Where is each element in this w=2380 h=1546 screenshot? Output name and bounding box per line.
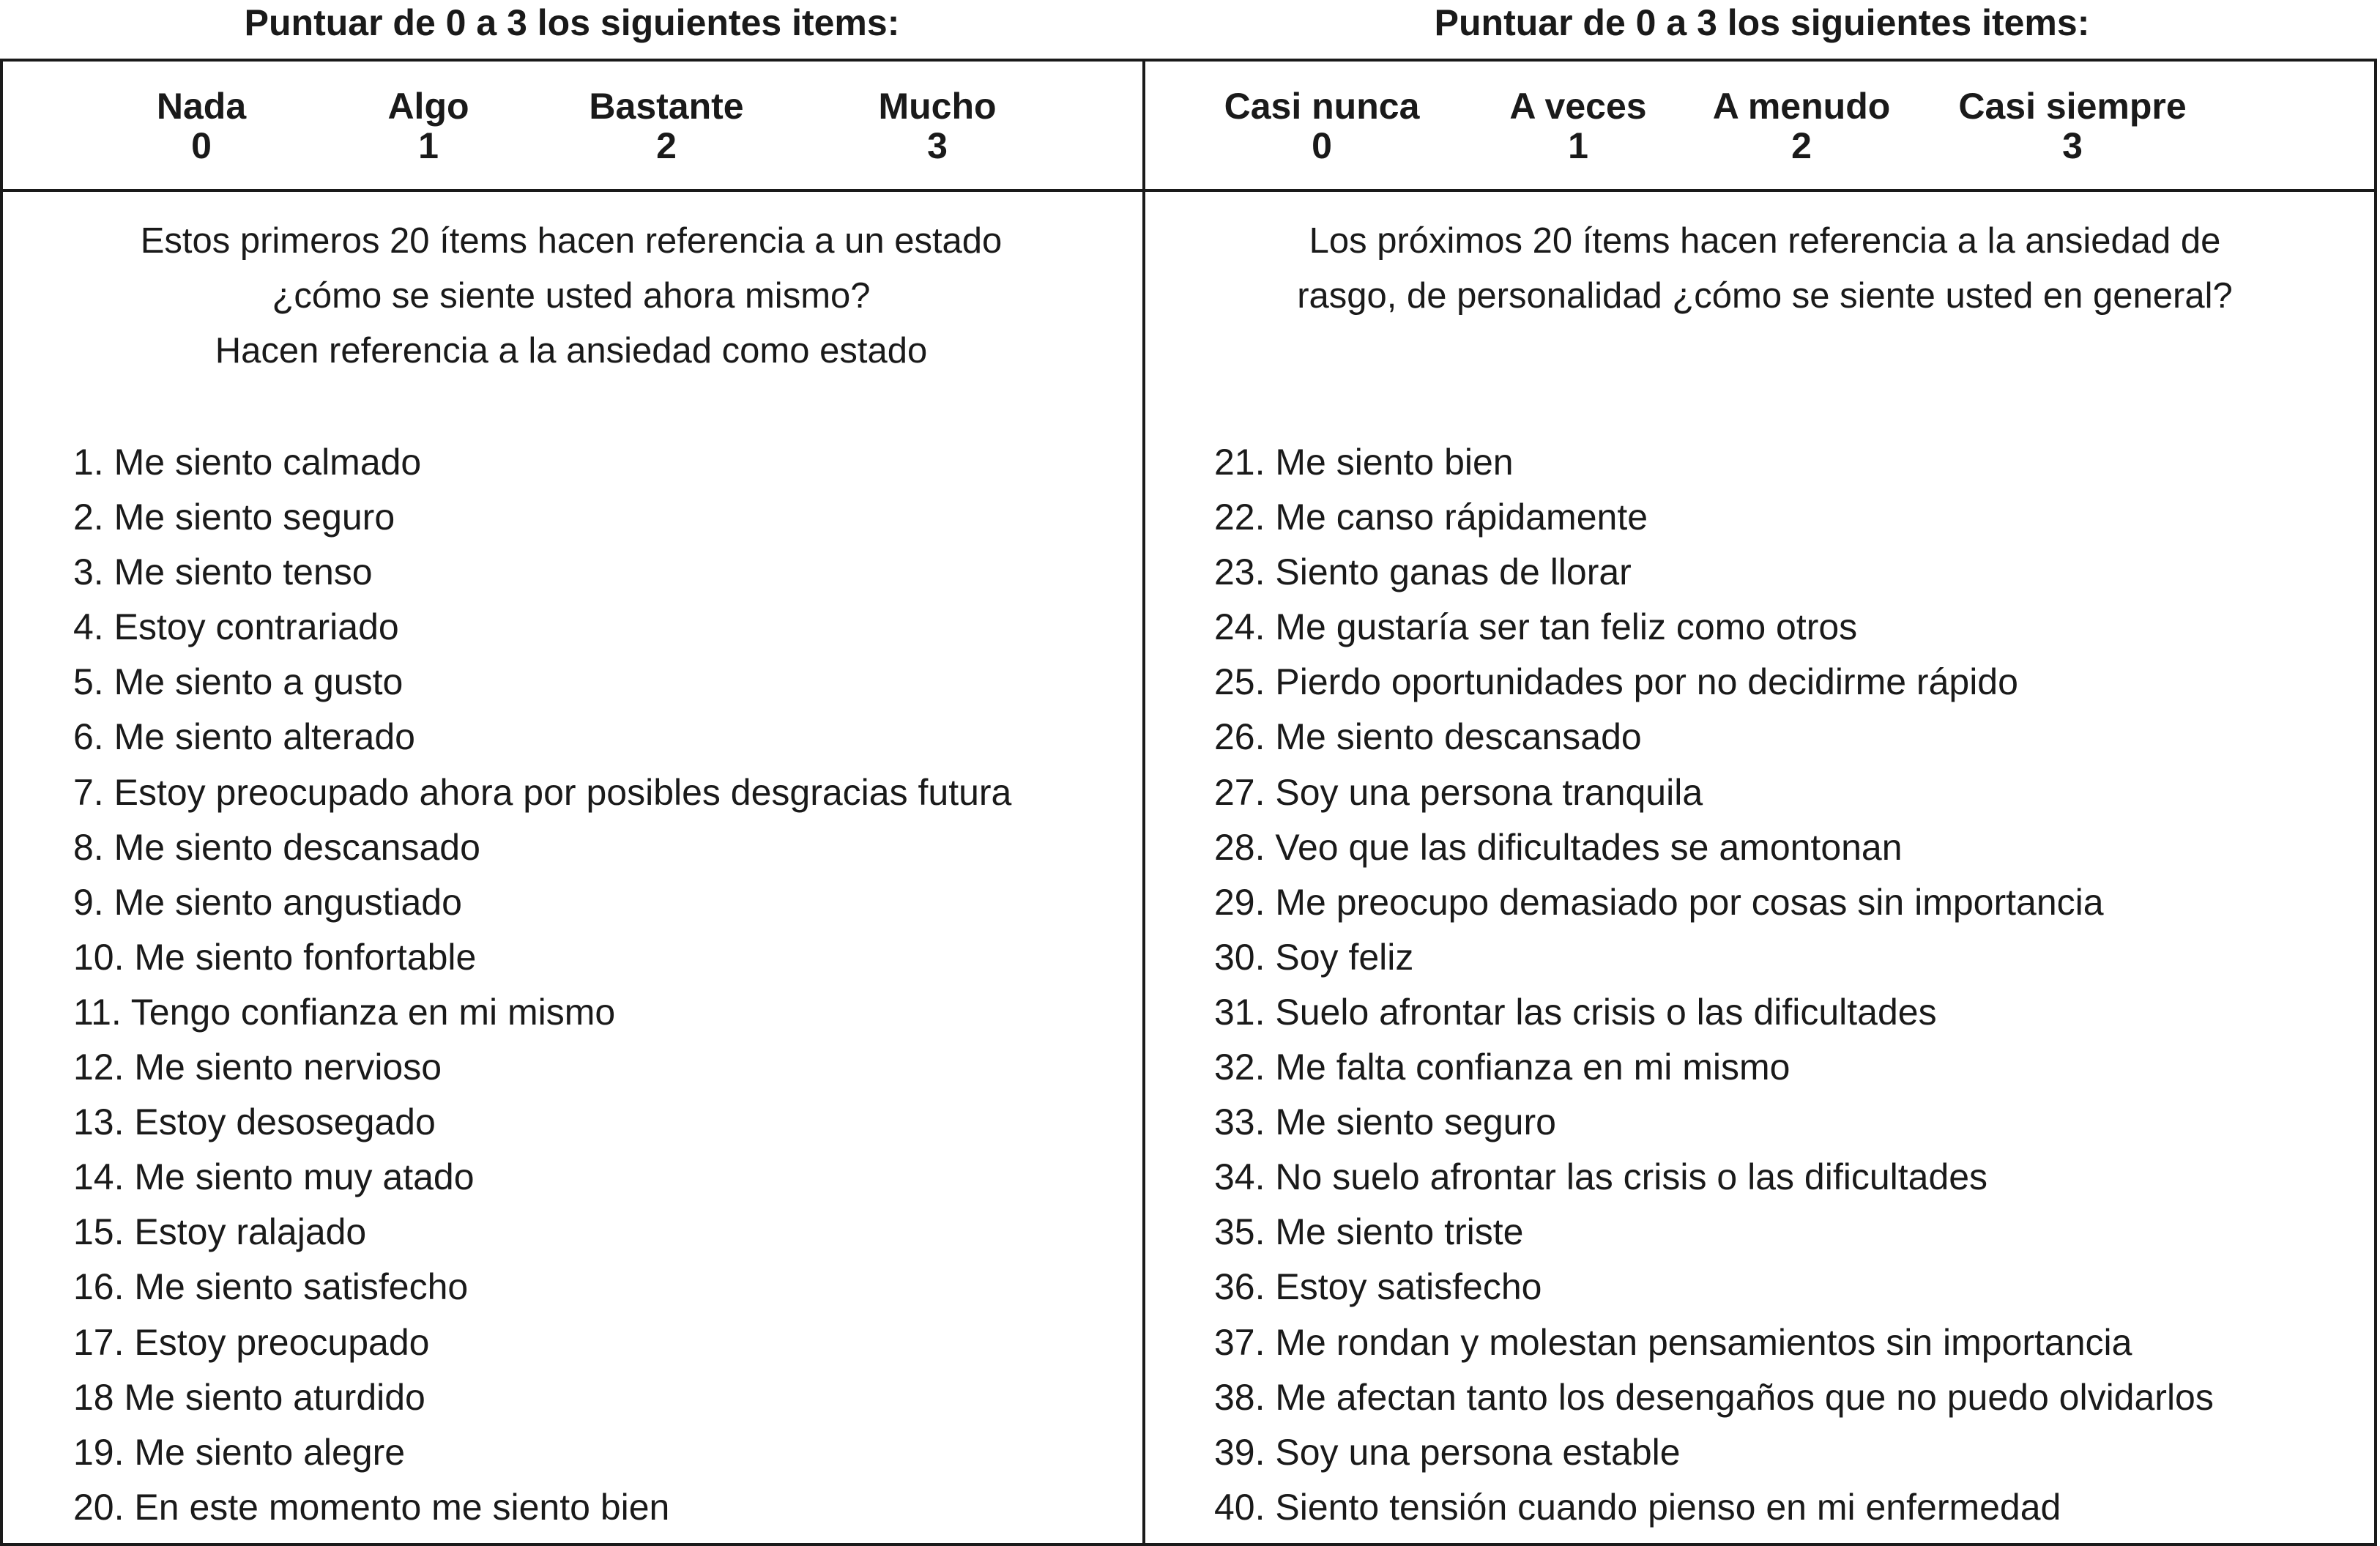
right-item-list bbox=[1214, 435, 2214, 1535]
list-item: 20. En este momento me siento bien bbox=[73, 1486, 670, 1528]
scale-value: 2 bbox=[1791, 125, 1812, 166]
list-item: 4. Estoy contrariado bbox=[73, 606, 399, 648]
right-intro-line: rasgo, de personalidad ¿cómo se siente usted en general? bbox=[1297, 276, 2233, 316]
list-item: 11. Tengo confianza en mi mismo bbox=[73, 991, 616, 1033]
list-item: 24. Me gustaría ser tan feliz como otros bbox=[1214, 606, 1858, 648]
list-item: 2. Me siento seguro bbox=[73, 497, 395, 538]
left-intro-line: ¿cómo se siente usted ahora mismo? bbox=[272, 276, 871, 316]
scale-label: Casi nunca bbox=[1224, 86, 1420, 127]
scale-value: 2 bbox=[656, 125, 677, 166]
list-item: 12. Me siento nervioso bbox=[73, 1047, 442, 1088]
list-item: 35. Me siento triste bbox=[1214, 1211, 1524, 1253]
list-item: 7. Estoy preocupado ahora por posibles desgracias futura bbox=[73, 771, 1012, 813]
scale-label: Casi siempre bbox=[1958, 86, 2187, 127]
list-item: 14. Me siento muy atado bbox=[73, 1156, 475, 1198]
scale-value: 1 bbox=[1568, 125, 1588, 166]
scale-value: 0 bbox=[1312, 125, 1332, 166]
list-item: 8. Me siento descansado bbox=[73, 826, 480, 868]
column-divider bbox=[1142, 59, 1145, 1546]
list-item: 37. Me rondan y molestan pensamientos sin importancia bbox=[1214, 1321, 2132, 1363]
right-scale-option-casi-siempre bbox=[1933, 86, 2212, 166]
left-scale-option-algo bbox=[344, 86, 513, 166]
list-item: 26. Me siento descansado bbox=[1214, 716, 1642, 758]
scale-label: Bastante bbox=[589, 86, 744, 127]
scale-label: Mucho bbox=[878, 86, 997, 127]
list-item: 10. Me siento fonfortable bbox=[73, 936, 477, 978]
list-item: 5. Me siento a gusto bbox=[73, 661, 404, 703]
scale-value: 0 bbox=[191, 125, 212, 166]
list-item: 31. Suelo afrontar las crisis o las dificultades bbox=[1214, 991, 1937, 1033]
list-item: 32. Me falta confianza en mi mismo bbox=[1214, 1047, 1790, 1088]
left-scale-option-mucho bbox=[835, 86, 1040, 166]
right-intro-line: Los próximos 20 ítems hacen referencia a la ansiedad de bbox=[1309, 221, 2221, 261]
list-item: 13. Estoy desosegado bbox=[73, 1101, 436, 1143]
list-item: 38. Me afectan tanto los desengaños que no puedo olvidarlos bbox=[1214, 1376, 2214, 1418]
left-item-list bbox=[73, 435, 1011, 1535]
left-panel-title: Puntuar de 0 a 3 los siguientes items: bbox=[244, 2, 900, 43]
list-item: 39. Soy una persona estable bbox=[1214, 1431, 1681, 1473]
scale-label: A veces bbox=[1509, 86, 1647, 127]
left-intro-line: Hacen referencia a la ansiedad como estado bbox=[215, 331, 928, 371]
list-item: 34. No suelo afrontar las crisis o las dificultades bbox=[1214, 1156, 1988, 1198]
scale-value: 3 bbox=[927, 125, 948, 166]
left-intro-line: Estos primeros 20 ítems hacen referencia a un estado bbox=[140, 221, 1003, 261]
right-scale-option-casi-nunca bbox=[1190, 86, 1454, 166]
right-panel-title: Puntuar de 0 a 3 los siguientes items: bbox=[1434, 2, 2090, 43]
list-item: 40. Siento tensión cuando pienso en mi enfermedad bbox=[1214, 1486, 2061, 1528]
scale-value: 3 bbox=[2062, 125, 2083, 166]
right-intro bbox=[1172, 214, 2358, 324]
header-divider bbox=[0, 189, 2377, 192]
left-scale-option-bastante bbox=[557, 86, 776, 166]
scale-value: 1 bbox=[418, 125, 439, 166]
list-item: 9. Me siento angustiado bbox=[73, 881, 462, 923]
list-item: 21. Me siento bien bbox=[1214, 442, 1514, 483]
list-item: 19. Me siento alegre bbox=[73, 1431, 406, 1473]
list-item: 18 Me siento aturdido bbox=[73, 1376, 425, 1418]
scale-label: A menudo bbox=[1712, 86, 1891, 127]
list-item: 22. Me canso rápidamente bbox=[1214, 497, 1648, 538]
list-item: 25. Pierdo oportunidades por no decidirme rápido bbox=[1214, 661, 2018, 703]
list-item: 3. Me siento tenso bbox=[73, 551, 373, 593]
list-item: 16. Me siento satisfecho bbox=[73, 1266, 469, 1308]
list-item: 30. Soy feliz bbox=[1214, 936, 1414, 978]
right-scale-option-a-menudo bbox=[1692, 86, 1911, 166]
list-item: 27. Soy una persona tranquila bbox=[1214, 771, 1703, 813]
list-item: 28. Veo que las dificultades se amontonan bbox=[1214, 826, 1903, 868]
list-item: 29. Me preocupo demasiado por cosas sin importancia bbox=[1214, 881, 2104, 923]
scale-label: Algo bbox=[387, 86, 469, 127]
list-item: 23. Siento ganas de llorar bbox=[1214, 551, 1632, 593]
right-scale-option-a-veces bbox=[1479, 86, 1677, 166]
left-scale-option-nada bbox=[117, 86, 286, 166]
list-item: 36. Estoy satisfecho bbox=[1214, 1266, 1542, 1308]
left-intro bbox=[22, 214, 1120, 379]
list-item: 33. Me siento seguro bbox=[1214, 1101, 1556, 1143]
list-item: 17. Estoy preocupado bbox=[73, 1321, 430, 1363]
list-item: 6. Me siento alterado bbox=[73, 716, 415, 758]
list-item: 15. Estoy ralajado bbox=[73, 1211, 367, 1253]
list-item: 1. Me siento calmado bbox=[73, 442, 422, 483]
scale-label: Nada bbox=[156, 86, 247, 127]
